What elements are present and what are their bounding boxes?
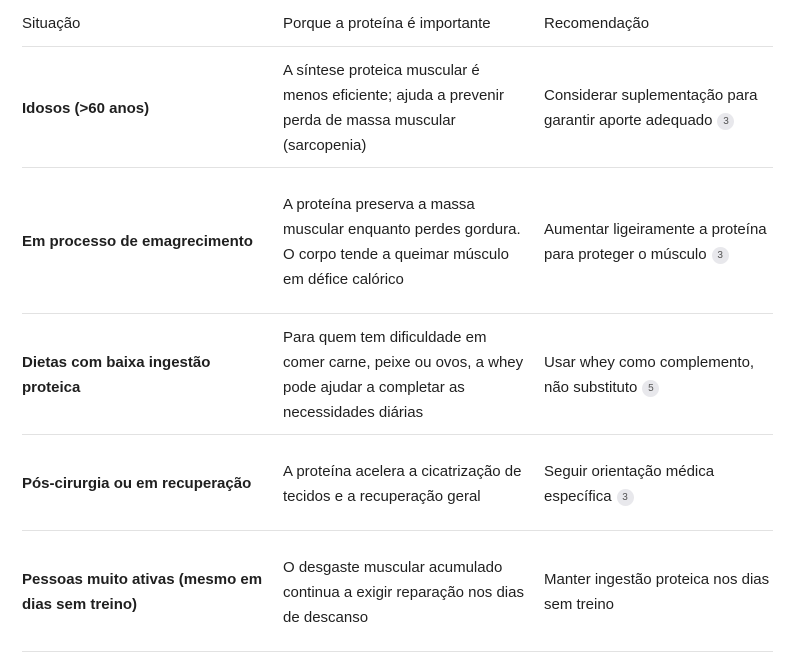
protein-situations-table [22, 0, 773, 652]
reason-cell: O desgaste muscular acumulado continua a exigir reparação nos dias de descanso [283, 531, 544, 652]
table-row [22, 47, 773, 168]
situation-cell: Pessoas muito ativas (mesmo em dias sem treino) [22, 531, 283, 652]
reason-cell: A proteína acelera a cicatrização de tecidos e a recuperação geral [283, 435, 544, 531]
situation-cell: Dietas com baixa ingestão proteica [22, 314, 283, 435]
table-row [22, 531, 773, 652]
recommendation-cell [544, 531, 773, 652]
reason-cell: A proteína preserva a massa muscular enquanto perdes gordura. O corpo tende a queimar músculo em défice calórico [283, 168, 544, 314]
recommendation-text: Considerar suplementação para garantir aporte adequado [544, 87, 758, 129]
recommendation-cell [544, 47, 773, 168]
protein-situations-table-container [22, 0, 773, 652]
citation-badge[interactable]: 5 [642, 380, 659, 397]
situation-cell: Em processo de emagrecimento [22, 168, 283, 314]
citation-badge[interactable]: 3 [712, 247, 729, 264]
table-row [22, 435, 773, 531]
table-row [22, 314, 773, 435]
table-row [22, 168, 773, 314]
recommendation-text: Aumentar ligeiramente a proteína para proteger o músculo [544, 220, 767, 263]
recommendation-cell [544, 435, 773, 531]
citation-badge[interactable]: 3 [617, 489, 634, 506]
situation-cell: Pós-cirurgia ou em recuperação [22, 435, 283, 531]
header-recommendation: Recomendação [544, 0, 773, 47]
recommendation-cell [544, 168, 773, 314]
reason-cell: A síntese proteica muscular é menos eficiente; ajuda a prevenir perda de massa muscular (sarcopenia) [283, 47, 544, 168]
header-reason: Porque a proteína é importante [283, 0, 544, 47]
header-situation: Situação [22, 0, 283, 47]
reason-cell: Para quem tem dificuldade em comer carne, peixe ou ovos, a whey pode ajudar a completar as necessidades diárias [283, 314, 544, 435]
citation-badge[interactable]: 3 [717, 113, 734, 130]
situation-cell: Idosos (>60 anos) [22, 47, 283, 168]
table-header-row [22, 0, 773, 47]
recommendation-text: Seguir orientação médica específica [544, 462, 715, 505]
recommendation-cell [544, 314, 773, 435]
recommendation-text: Manter ingestão proteica nos dias sem treino [544, 571, 770, 613]
recommendation-text: Usar whey como complemento, não substituto [544, 354, 755, 396]
